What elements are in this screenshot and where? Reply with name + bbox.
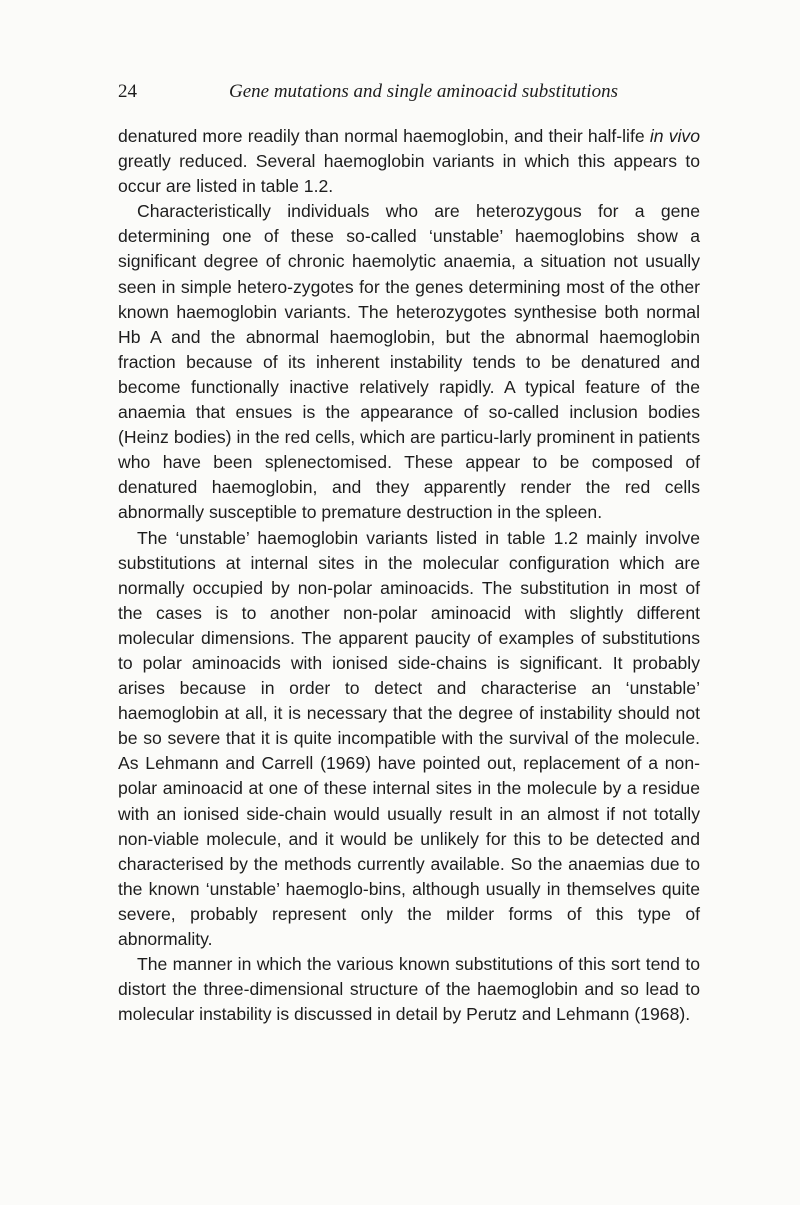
paragraph-1-text-start: denatured more readily than normal haemoglobin, and their half-life xyxy=(118,126,650,146)
paragraph-1-text-end: greatly reduced. Several haemoglobin variants in which this appears to occur are listed in table 1.2. xyxy=(118,151,700,197)
paragraph-3: The ‘unstable’ haemoglobin variants listed in table 1.2 mainly involve substitutions at internal sites in the molecular configuration which are normally occupied by non-polar aminoacids. The substitution in most of the cases is to another non-polar aminoacid with slightly different molecular dimensions. The apparent paucity of examples of substitutions to polar aminoacids with ionised side-chains is significant. It probably arises because in order to detect and characterise an ‘unstable’ haemoglobin at all, it is necessary that the degree of instability should not be so severe that it is quite incompatible with the survival of the molecule. As Lehmann and Carrell (1969) have pointed out, replacement of a non-polar aminoacid at one of these internal sites in the molecule by a residue with an ionised side-chain would usually result in an almost if not totally non-viable molecule, and it would be unlikely for this to be detected and characterised by the methods currently available. So the anaemias due to the known ‘unstable’ haemoglo-bins, although usually in themselves quite severe, probably represent only the milder forms of this type of abnormality. xyxy=(118,527,700,949)
paragraph-2: Characteristically individuals who are heterozygous for a gene determining one of these so-called ‘unstable’ haemoglobins show a significant degree of chronic haemolytic anaemia, a situation not usually seen in simple hetero-zygotes for the genes determining most of the other known haemoglobin variants. The heterozygotes synthesise both normal Hb A and the abnormal haemoglobin, but the abnormal haemoglobin fraction because of its inherent instability tends to be denatured and become functionally inactive relatively rapidly. A typical feature of the anaemia that ensues is the appearance of so-called inclusion bodies (Heinz bodies) in the red cells, which are particu-larly prominent in patients who have been splenectomised. These appear to be composed of denatured haemoglobin, and they apparently render the red cells abnormally susceptible to premature destruction in the spleen. xyxy=(118,201,700,523)
page-header xyxy=(118,81,698,109)
running-title: Gene mutations and single aminoacid substitutions xyxy=(229,81,618,102)
body-text xyxy=(118,124,700,1027)
paragraph-1 xyxy=(118,124,700,199)
paragraph-4: The manner in which the various known substitutions of this sort tend to distort the three-dimensional structure of the haemoglobin and so lead to molecular instability is discussed in detail by Perutz and Lehmann (1968). xyxy=(118,954,700,1025)
page-number: 24 xyxy=(118,81,137,102)
in-vivo-italic: in vivo xyxy=(649,126,700,146)
